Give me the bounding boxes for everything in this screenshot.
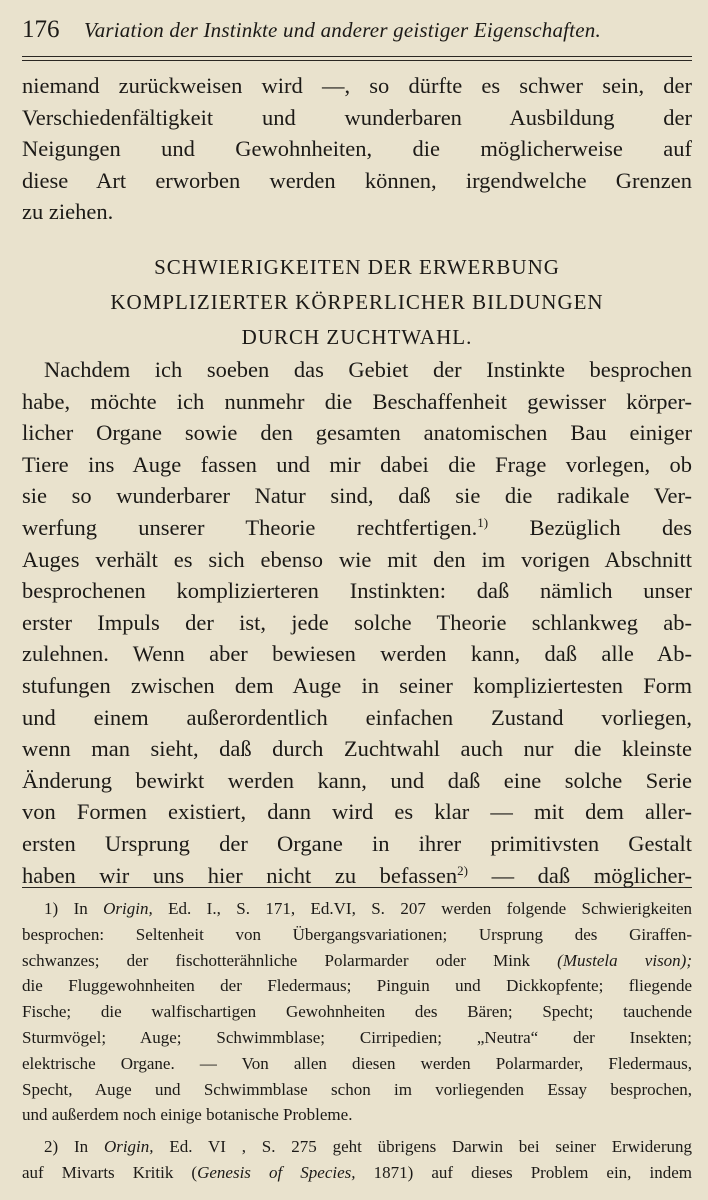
book-page [22, 10, 692, 1190]
text-line: und einem außerordentlich einfachen Zustand vorliegen, [22, 704, 692, 730]
paragraph-main [22, 354, 692, 891]
text-line: niemand zurückweisen wird —, so dürfte es schwer sein, der [22, 73, 692, 98]
text-line: Neigungen und Gewohnheiten, die möglicherweise auf [22, 136, 692, 162]
footnote-line [22, 896, 692, 922]
text-line: von Formen existiert, dann wird es klar — mit dem aller- [22, 799, 692, 825]
text-line: licher Organe sowie den gesamten anatomischen Bau einiger [22, 420, 692, 446]
footnote-line: und außerdem noch einige botanische Probleme. [22, 1105, 353, 1125]
italic-species: (Mustela vison); [557, 950, 693, 970]
text-line: Verschiedenfältigkeit und wunderbaren Ausbildung der [22, 104, 692, 130]
footnote-line: Specht, Auge und Schwimmblase schon im vorliegenden Essay besprochen, [22, 1079, 692, 1099]
italic-title: Genesis of Species, [197, 1162, 356, 1182]
text-fragment: werfung unserer Theorie rechtfertigen. [22, 514, 478, 540]
paragraph-continued [22, 70, 692, 228]
text-line: habe, möchte ich nunmehr die Beschaffenheit gewisser körper- [22, 388, 692, 414]
text-fragment: auf Mivarts Kritik ( [22, 1162, 198, 1182]
text-line: diese Art erworben werden können, irgendwelche Grenzen [22, 167, 692, 193]
footnote-line [22, 1134, 692, 1160]
footnote-line: elektrische Organe. — Von allen diesen werden Polarmarder, Fledermaus, [22, 1053, 692, 1073]
footnote-line [22, 1160, 692, 1186]
footnote-line: besprochen: Seltenheit von Übergangsvariationen; Ursprung des Giraffen- [22, 924, 692, 944]
footnote-rule [22, 887, 692, 888]
text-line: sie so wunderbarer Natur sind, daß sie die radikale Ver- [22, 483, 692, 509]
footnote-ref-2: 2) [457, 862, 468, 878]
text-line: stufungen zwischen dem Auge in seiner kompliziertesten Form [22, 672, 692, 698]
heading-line: KOMPLIZIERTER KÖRPERLICHER BILDUNGEN [110, 290, 604, 314]
text-fragment: — daß möglicher- [468, 862, 692, 888]
text-line: Auges verhält es sich ebenso wie mit den im vorigen Abschnitt [22, 546, 692, 572]
footnote-marker: 2) In [44, 1137, 104, 1157]
running-head [22, 16, 692, 50]
text-fragment: Bezüglich des [488, 514, 692, 540]
heading-line: SCHWIERIGKEITEN DER ERWERBUNG [154, 255, 560, 279]
header-double-rule [22, 56, 692, 61]
running-title: Variation der Instinkte und anderer geistiger Eigenschaften. [84, 18, 601, 42]
heading-line: DURCH ZUCHTWAHL. [241, 325, 473, 349]
text-fragment: haben wir uns hier nicht zu befassen [22, 862, 458, 888]
text-fragment: 1871) auf dieses Problem ein, indem [355, 1162, 692, 1182]
footnote-marker: 1) In [44, 899, 104, 918]
text-line: besprochenen komplizierteren Instinkten: daß nämlich unser [22, 578, 692, 604]
text-line: erster Impuls der ist, jede solche Theorie schlankweg ab- [22, 609, 692, 635]
text-line: Tiere ins Auge fassen und mir dabei die Frage vorlegen, ob [22, 451, 692, 477]
text-fragment: schwanzes; der fischotterähnliche Polarmarder oder Mink [22, 950, 558, 970]
text-line: Nachdem ich soeben das Gebiet der Instinkte besprochen [44, 357, 692, 382]
footnote-line: die Fluggewohnheiten der Fledermaus; Pinguin und Dickkopfente; fliegende [22, 976, 692, 996]
text-line: zu ziehen. [22, 199, 114, 225]
text-line: Änderung bewirkt werden kann, und daß eine solche Serie [22, 767, 692, 793]
footnote-line: Sturmvögel; Auge; Schwimmblase; Cirripedien; „Neutra“ der Insekten; [22, 1027, 692, 1047]
text-line-with-footnote-ref [22, 512, 692, 544]
section-heading [22, 250, 692, 355]
text-line: wenn man sieht, daß durch Zuchtwahl auch nur die kleinste [22, 736, 692, 762]
text-fragment: Ed. VI , S. 275 geht übrigens Darwin bei seiner Erwiderung [153, 1137, 692, 1157]
page-number: 176 [22, 16, 60, 43]
text-line: zulehnen. Wenn aber bewiesen werden kann, daß alle Ab- [22, 641, 692, 667]
footnote-1 [22, 896, 692, 1128]
footnotes [22, 896, 692, 1186]
footnote-2 [22, 1134, 692, 1186]
text-line: ersten Ursprung der Organe in ihrer primitivsten Gestalt [22, 830, 692, 856]
footnote-ref-1: 1) [477, 514, 489, 530]
footnote-line [22, 948, 692, 974]
italic-title: Origin, [103, 899, 153, 918]
italic-title: Origin, [103, 1137, 154, 1157]
footnote-line: Fische; die walfischartigen Gewohnheiten des Bären; Specht; tauchende [22, 1002, 692, 1022]
text-fragment: Ed. I., S. 171, Ed.VI, S. 207 werden folgende Schwierigkeiten [152, 899, 693, 918]
